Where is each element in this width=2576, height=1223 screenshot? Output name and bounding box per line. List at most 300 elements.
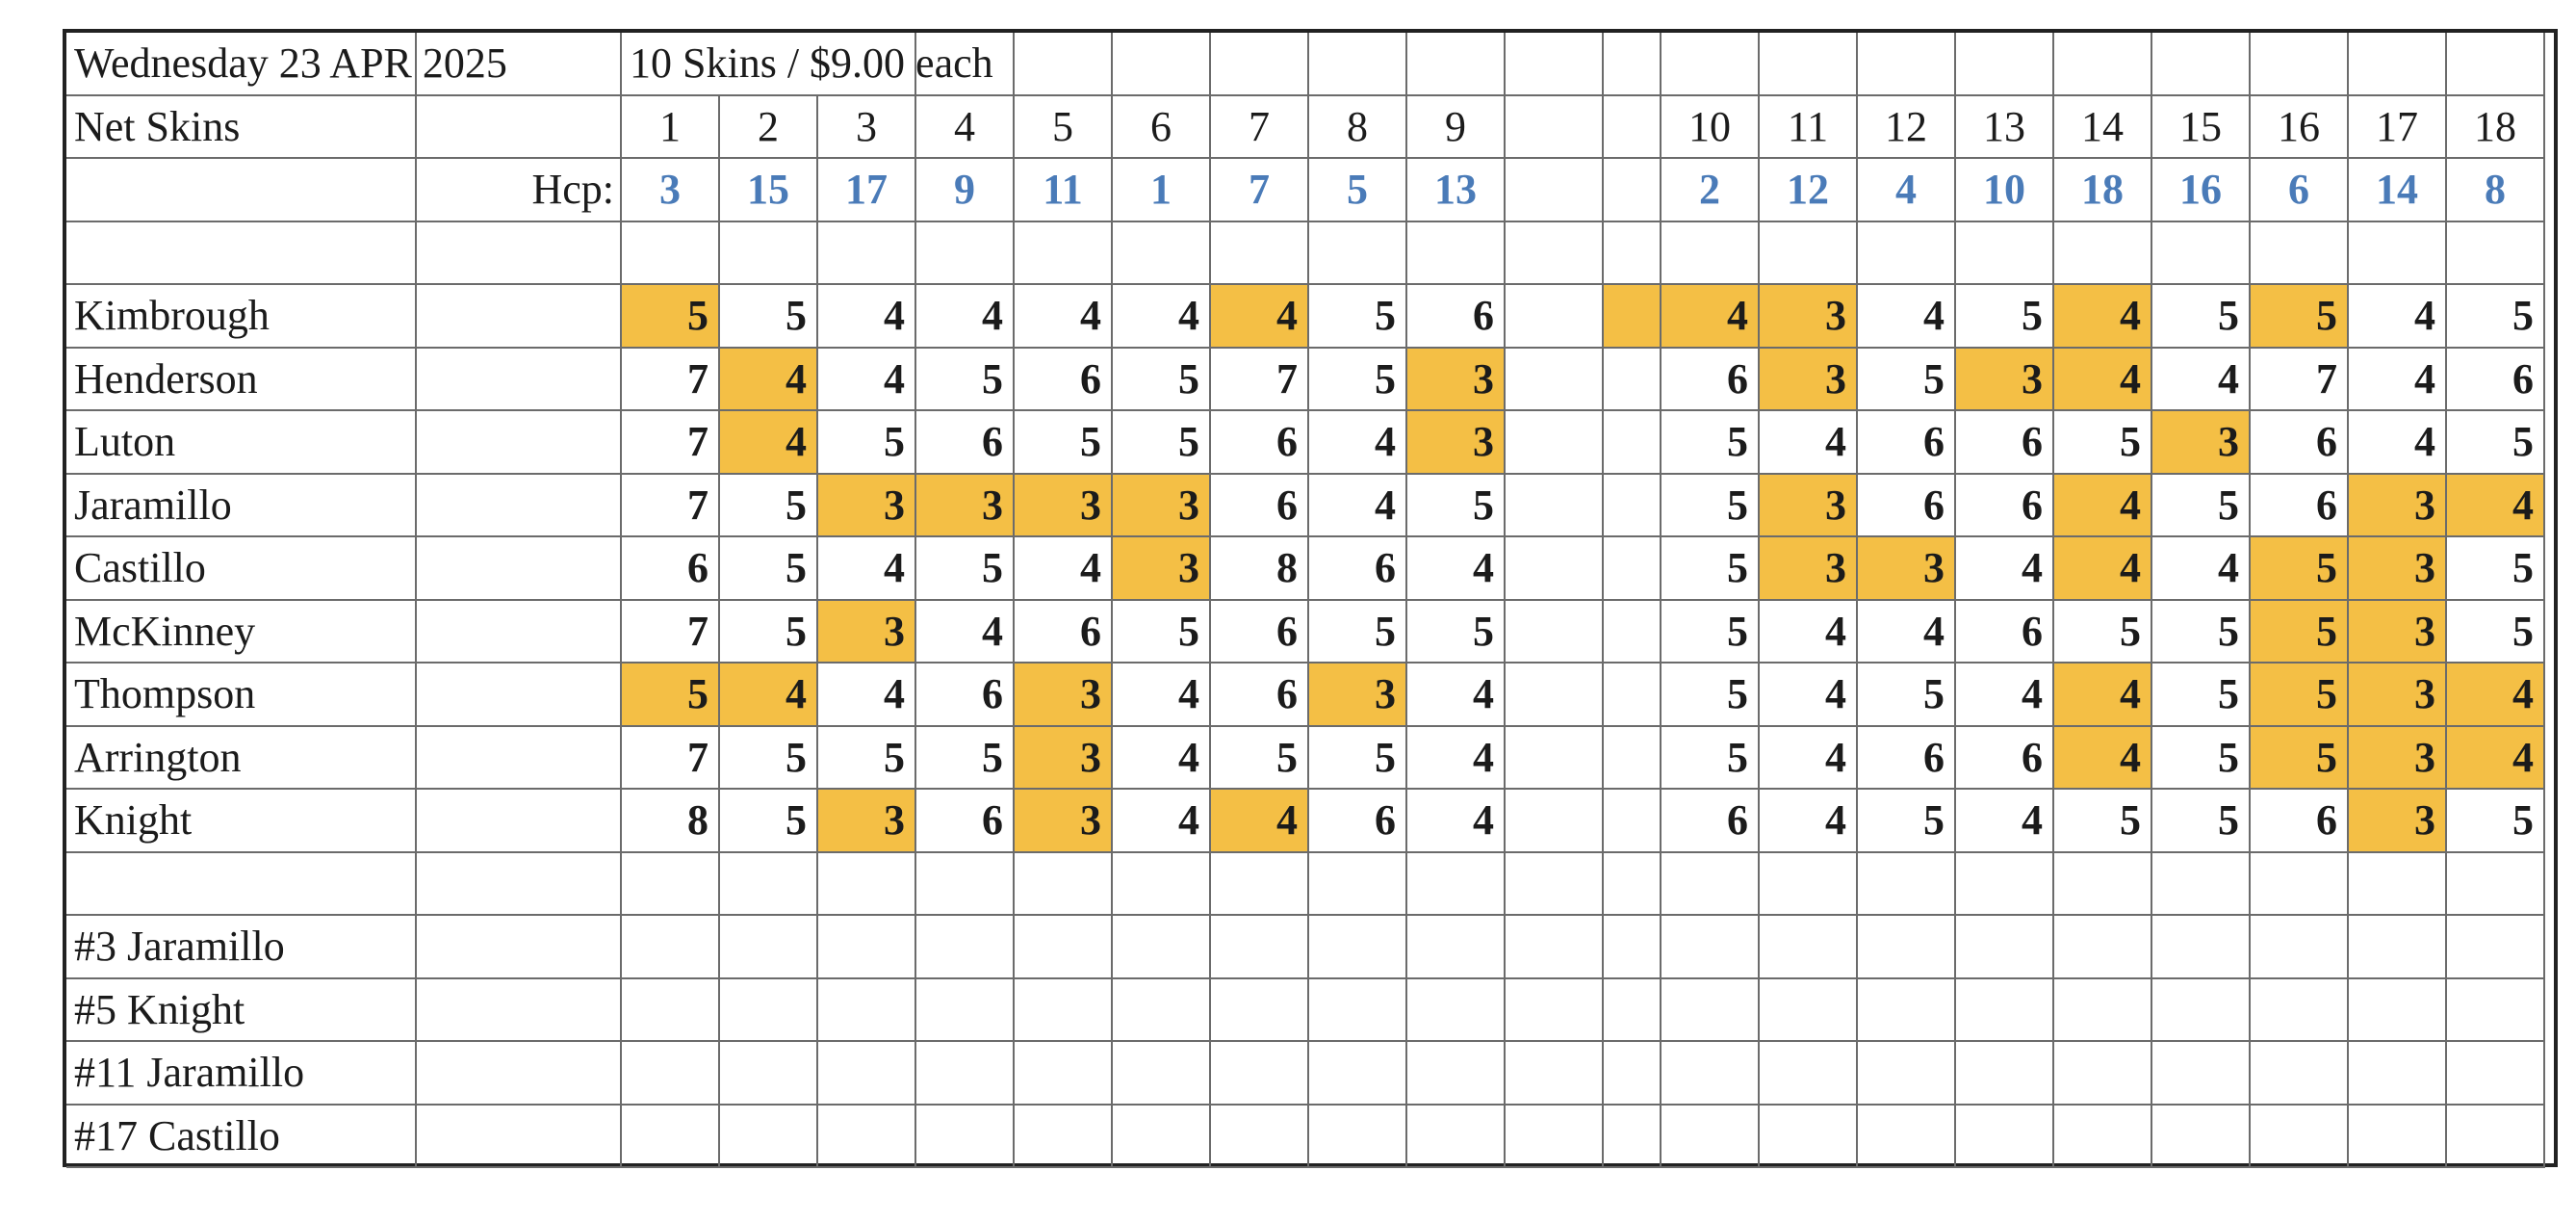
grid-cell: [1506, 601, 1604, 664]
hole-handicap: 18: [2054, 159, 2152, 222]
skin-score: 5: [2251, 727, 2349, 791]
grid-cell: [622, 853, 720, 917]
grid-cell: [1604, 285, 1662, 349]
grid-cell: [1662, 1106, 1760, 1169]
grid-cell: [916, 916, 1015, 979]
score-cell: 6: [1211, 664, 1309, 727]
grid-cell: [1506, 727, 1604, 791]
grid-cell: [417, 601, 622, 664]
grid-cell: [916, 33, 1015, 96]
score-cell: 5: [1113, 349, 1211, 412]
score-cell: 4: [818, 285, 916, 349]
grid-cell: [1407, 1042, 1506, 1106]
hole-handicap: 4: [1858, 159, 1956, 222]
grid-cell: [2251, 33, 2349, 96]
grid-cell: [1407, 979, 1506, 1043]
score-cell: 4: [2152, 349, 2251, 412]
skin-score: 4: [720, 349, 818, 412]
grid-cell: [1956, 33, 2054, 96]
score-cell: 6: [1662, 349, 1760, 412]
scorecard-grid: [63, 29, 2558, 1167]
grid-cell: [1858, 33, 1956, 96]
skin-score: 3: [1407, 411, 1506, 475]
grid-cell: [1760, 33, 1858, 96]
hole-handicap: 10: [1956, 159, 2054, 222]
grid-cell: [417, 1042, 622, 1106]
grid-cell: [1309, 916, 1407, 979]
score-cell: 6: [1956, 475, 2054, 538]
score-cell: 6: [2251, 790, 2349, 853]
score-cell: 7: [622, 475, 720, 538]
hole-handicap: 16: [2152, 159, 2251, 222]
score-cell: 5: [2054, 601, 2152, 664]
score-cell: 5: [720, 601, 818, 664]
score-cell: 4: [1407, 664, 1506, 727]
grid-cell: [2349, 1042, 2447, 1106]
score-cell: 5: [2152, 475, 2251, 538]
grid-cell: [2251, 1106, 2349, 1169]
score-cell: 5: [1858, 349, 1956, 412]
hole-handicap: 5: [1309, 159, 1407, 222]
skin-score: 5: [2251, 664, 2349, 727]
skin-score: 3: [1858, 537, 1956, 601]
grid-cell: [2054, 916, 2152, 979]
grid-cell: [1015, 916, 1113, 979]
score-cell: 5: [1662, 537, 1760, 601]
grid-cell: [1506, 1106, 1604, 1169]
grid-cell: [2447, 853, 2545, 917]
grid-cell: [417, 853, 622, 917]
skin-winner: #3 Jaramillo: [66, 916, 417, 979]
grid-cell: [916, 222, 1015, 286]
grid-cell: [2349, 33, 2447, 96]
hole-number: 12: [1858, 96, 1956, 160]
grid-cell: [818, 222, 916, 286]
hole-handicap: 2: [1662, 159, 1760, 222]
skin-score: 3: [1956, 349, 2054, 412]
score-cell: 5: [1113, 411, 1211, 475]
skin-score: 5: [2251, 285, 2349, 349]
grid-cell: [1506, 159, 1604, 222]
hole-number: 8: [1309, 96, 1407, 160]
grid-cell: [2054, 33, 2152, 96]
grid-cell: [1662, 222, 1760, 286]
skin-score: 4: [2054, 475, 2152, 538]
score-cell: 5: [2447, 537, 2545, 601]
hole-number: 5: [1015, 96, 1113, 160]
grid-cell: [720, 1106, 818, 1169]
score-cell: 4: [818, 664, 916, 727]
hole-number: 4: [916, 96, 1015, 160]
score-cell: 5: [2152, 285, 2251, 349]
grid-cell: [417, 411, 622, 475]
grid-cell: [1604, 1106, 1662, 1169]
score-cell: 4: [1858, 285, 1956, 349]
score-cell: 5: [1407, 601, 1506, 664]
score-cell: 6: [1211, 475, 1309, 538]
grid-cell: [2054, 979, 2152, 1043]
score-cell: 4: [1309, 411, 1407, 475]
grid-cell: [1506, 475, 1604, 538]
score-cell: 6: [1211, 601, 1309, 664]
score-cell: 5: [2054, 411, 2152, 475]
grid-cell: [1309, 33, 1407, 96]
score-cell: 6: [1858, 475, 1956, 538]
score-cell: 4: [2349, 285, 2447, 349]
grid-cell: [1506, 222, 1604, 286]
grid-cell: [720, 979, 818, 1043]
grid-cell: [1604, 979, 1662, 1043]
skin-score: 4: [2054, 727, 2152, 791]
hole-number: 13: [1956, 96, 2054, 160]
skin-score: 4: [720, 411, 818, 475]
score-cell: 6: [1407, 285, 1506, 349]
score-cell: 4: [2152, 537, 2251, 601]
score-cell: 6: [2251, 411, 2349, 475]
grid-cell: [1604, 537, 1662, 601]
grid-cell: [1506, 1042, 1604, 1106]
grid-cell: [1858, 222, 1956, 286]
score-cell: 6: [1956, 601, 2054, 664]
grid-cell: [916, 853, 1015, 917]
grid-cell: [1113, 1106, 1211, 1169]
player-name: Luton: [66, 411, 417, 475]
grid-cell: [2349, 853, 2447, 917]
grid-cell: [417, 349, 622, 412]
grid-cell: [1604, 853, 1662, 917]
grid-cell: [1858, 916, 1956, 979]
grid-cell: [1407, 1106, 1506, 1169]
skin-score: 4: [2054, 664, 2152, 727]
skin-score: 4: [2447, 475, 2545, 538]
score-cell: 5: [2152, 664, 2251, 727]
score-cell: 4: [818, 537, 916, 601]
grid-cell: [1662, 979, 1760, 1043]
grid-cell: [417, 664, 622, 727]
game-label: Net Skins: [66, 96, 417, 160]
score-cell: 5: [1407, 475, 1506, 538]
grid-cell: [1015, 979, 1113, 1043]
grid-cell: [417, 96, 622, 160]
player-name: Henderson: [66, 349, 417, 412]
hole-handicap: 13: [1407, 159, 1506, 222]
hole-number: 16: [2251, 96, 2349, 160]
score-cell: 5: [1309, 285, 1407, 349]
skin-score: 3: [1309, 664, 1407, 727]
hole-handicap: 11: [1015, 159, 1113, 222]
score-cell: 4: [1407, 727, 1506, 791]
grid-cell: [1506, 790, 1604, 853]
hole-handicap: 14: [2349, 159, 2447, 222]
skin-score: 5: [622, 664, 720, 727]
score-cell: 4: [1113, 790, 1211, 853]
grid-cell: [2447, 916, 2545, 979]
grid-cell: [1956, 979, 2054, 1043]
skin-score: 3: [1015, 790, 1113, 853]
hole-handicap: 8: [2447, 159, 2545, 222]
grid-cell: [720, 853, 818, 917]
grid-cell: [1211, 916, 1309, 979]
grid-cell: [2349, 979, 2447, 1043]
score-cell: 5: [2152, 727, 2251, 791]
player-name: Kimbrough: [66, 285, 417, 349]
score-cell: 7: [622, 601, 720, 664]
grid-cell: [1760, 979, 1858, 1043]
skin-score: 3: [1113, 537, 1211, 601]
grid-cell: [1506, 349, 1604, 412]
score-cell: 5: [1309, 601, 1407, 664]
grid-cell: [1506, 96, 1604, 160]
hole-number: 1: [622, 96, 720, 160]
grid-cell: [1604, 1042, 1662, 1106]
grid-cell: [2349, 1106, 2447, 1169]
skin-score: 3: [1760, 349, 1858, 412]
hole-handicap: 17: [818, 159, 916, 222]
grid-cell: [1309, 853, 1407, 917]
grid-cell: [916, 979, 1015, 1043]
grid-cell: [2054, 1042, 2152, 1106]
grid-cell: [818, 1042, 916, 1106]
hole-number: 3: [818, 96, 916, 160]
player-name: Thompson: [66, 664, 417, 727]
skin-score: 3: [2349, 790, 2447, 853]
grid-cell: [2054, 853, 2152, 917]
score-cell: 5: [818, 727, 916, 791]
score-cell: 4: [1113, 727, 1211, 791]
score-cell: 5: [1309, 349, 1407, 412]
skin-score: 3: [2349, 727, 2447, 791]
grid-cell: [1211, 1106, 1309, 1169]
grid-cell: [1113, 33, 1211, 96]
grid-cell: [1506, 979, 1604, 1043]
score-cell: 5: [1662, 727, 1760, 791]
grid-cell: [1760, 853, 1858, 917]
grid-cell: [916, 1042, 1015, 1106]
grid-cell: [1760, 1042, 1858, 1106]
skin-score: 3: [1407, 349, 1506, 412]
grid-cell: [1604, 159, 1662, 222]
score-cell: 5: [1956, 285, 2054, 349]
score-cell: 4: [1407, 790, 1506, 853]
player-name: Arrington: [66, 727, 417, 791]
grid-cell: [1604, 727, 1662, 791]
skin-score: 3: [1760, 537, 1858, 601]
skin-score: 3: [818, 475, 916, 538]
hole-handicap: 6: [2251, 159, 2349, 222]
score-cell: 4: [1760, 411, 1858, 475]
skin-score: 5: [2251, 537, 2349, 601]
grid-cell: [2054, 1106, 2152, 1169]
score-cell: 4: [1956, 790, 2054, 853]
grid-cell: [2251, 1042, 2349, 1106]
score-cell: 6: [916, 411, 1015, 475]
score-cell: 6: [916, 664, 1015, 727]
score-cell: 4: [818, 349, 916, 412]
score-cell: 8: [1211, 537, 1309, 601]
grid-cell: [417, 790, 622, 853]
score-cell: 5: [818, 411, 916, 475]
grid-cell: [2152, 1106, 2251, 1169]
score-cell: 7: [622, 727, 720, 791]
score-cell: 4: [2349, 411, 2447, 475]
grid-cell: [1662, 916, 1760, 979]
skin-score: 3: [818, 790, 916, 853]
hole-number: 9: [1407, 96, 1506, 160]
skin-score: 4: [2054, 285, 2152, 349]
grid-cell: [1211, 979, 1309, 1043]
grid-cell: [720, 916, 818, 979]
skin-score: 3: [1015, 727, 1113, 791]
grid-cell: [1506, 537, 1604, 601]
grid-cell: [1407, 916, 1506, 979]
grid-cell: [1760, 1106, 1858, 1169]
score-cell: 5: [916, 349, 1015, 412]
grid-cell: [1956, 1106, 2054, 1169]
grid-cell: [1506, 33, 1604, 96]
grid-cell: [1956, 222, 2054, 286]
skin-winner: #11 Jaramillo: [66, 1042, 417, 1106]
player-name: McKinney: [66, 601, 417, 664]
grid-cell: [1309, 979, 1407, 1043]
grid-cell: [818, 916, 916, 979]
score-cell: 6: [1956, 411, 2054, 475]
player-name: Jaramillo: [66, 475, 417, 538]
score-cell: 4: [1015, 285, 1113, 349]
score-cell: 5: [1662, 664, 1760, 727]
score-cell: 6: [1309, 537, 1407, 601]
grid-cell: [2152, 916, 2251, 979]
score-cell: 4: [1015, 537, 1113, 601]
hole-number: 14: [2054, 96, 2152, 160]
grid-cell: [1604, 790, 1662, 853]
score-cell: 4: [916, 285, 1015, 349]
skin-winner: #5 Knight: [66, 979, 417, 1043]
grid-cell: [2251, 916, 2349, 979]
grid-cell: [417, 285, 622, 349]
score-cell: 6: [1309, 790, 1407, 853]
hole-handicap: 1: [1113, 159, 1211, 222]
skin-score: 3: [818, 601, 916, 664]
grid-cell: [1760, 916, 1858, 979]
hole-number: 6: [1113, 96, 1211, 160]
hole-handicap: 15: [720, 159, 818, 222]
grid-cell: [1015, 1042, 1113, 1106]
hole-number: 11: [1760, 96, 1858, 160]
hcp-label: Hcp:: [417, 159, 622, 222]
score-cell: 5: [916, 727, 1015, 791]
hole-handicap: 12: [1760, 159, 1858, 222]
grid-cell: [2447, 979, 2545, 1043]
grid-cell: [1015, 33, 1113, 96]
score-cell: 5: [2447, 285, 2545, 349]
grid-cell: [1604, 96, 1662, 160]
score-cell: 4: [1956, 537, 2054, 601]
score-cell: 5: [916, 537, 1015, 601]
grid-cell: [1662, 1042, 1760, 1106]
grid-cell: [66, 222, 417, 286]
grid-cell: [2251, 853, 2349, 917]
grid-cell: [1858, 1106, 1956, 1169]
skin-score: 4: [2447, 727, 2545, 791]
score-cell: 5: [720, 285, 818, 349]
grid-cell: [417, 222, 622, 286]
score-cell: 7: [2251, 349, 2349, 412]
skin-score: 3: [1015, 475, 1113, 538]
score-cell: 5: [1211, 727, 1309, 791]
grid-cell: [2152, 33, 2251, 96]
skin-score: 5: [622, 285, 720, 349]
score-cell: 6: [1858, 727, 1956, 791]
grid-cell: [818, 853, 916, 917]
skin-score: 3: [1760, 475, 1858, 538]
grid-cell: [417, 979, 622, 1043]
score-cell: 5: [1662, 601, 1760, 664]
score-cell: 5: [2447, 790, 2545, 853]
skin-score: 3: [1760, 285, 1858, 349]
score-cell: 5: [1858, 664, 1956, 727]
grid-cell: [1309, 222, 1407, 286]
skins-summary: 10 Skins / $9.00 each: [622, 33, 916, 96]
grid-cell: [622, 1106, 720, 1169]
grid-cell: [1309, 1042, 1407, 1106]
grid-cell: [417, 916, 622, 979]
score-cell: 4: [1760, 664, 1858, 727]
grid-cell: [622, 916, 720, 979]
hole-number: 2: [720, 96, 818, 160]
grid-cell: [1506, 853, 1604, 917]
grid-cell: [1858, 1042, 1956, 1106]
grid-cell: [1211, 222, 1309, 286]
grid-cell: [1604, 33, 1662, 96]
score-cell: 4: [1760, 790, 1858, 853]
score-cell: 5: [1662, 475, 1760, 538]
score-cell: 4: [1309, 475, 1407, 538]
skin-score: 3: [916, 475, 1015, 538]
grid-cell: [1113, 222, 1211, 286]
score-cell: 5: [2447, 601, 2545, 664]
grid-cell: [1506, 411, 1604, 475]
grid-cell: [417, 475, 622, 538]
score-cell: 5: [1015, 411, 1113, 475]
grid-cell: [417, 727, 622, 791]
hole-number: 15: [2152, 96, 2251, 160]
grid-cell: [1211, 33, 1309, 96]
score-cell: 6: [1015, 601, 1113, 664]
score-cell: 5: [2054, 790, 2152, 853]
grid-cell: [417, 1106, 622, 1169]
skin-score: 3: [2349, 475, 2447, 538]
score-cell: 6: [2251, 475, 2349, 538]
score-cell: 4: [1760, 727, 1858, 791]
grid-cell: [2349, 222, 2447, 286]
skin-score: 4: [2054, 349, 2152, 412]
grid-cell: [2447, 1106, 2545, 1169]
grid-cell: [2251, 222, 2349, 286]
score-cell: 4: [916, 601, 1015, 664]
skin-score: 3: [1015, 664, 1113, 727]
grid-cell: [1956, 1042, 2054, 1106]
grid-cell: [1604, 664, 1662, 727]
grid-cell: [1858, 853, 1956, 917]
grid-cell: [1604, 916, 1662, 979]
score-cell: 4: [1760, 601, 1858, 664]
grid-cell: [2447, 222, 2545, 286]
score-cell: 5: [1662, 411, 1760, 475]
grid-cell: [720, 222, 818, 286]
hole-number: 7: [1211, 96, 1309, 160]
grid-cell: [622, 979, 720, 1043]
skin-score: 4: [2054, 537, 2152, 601]
